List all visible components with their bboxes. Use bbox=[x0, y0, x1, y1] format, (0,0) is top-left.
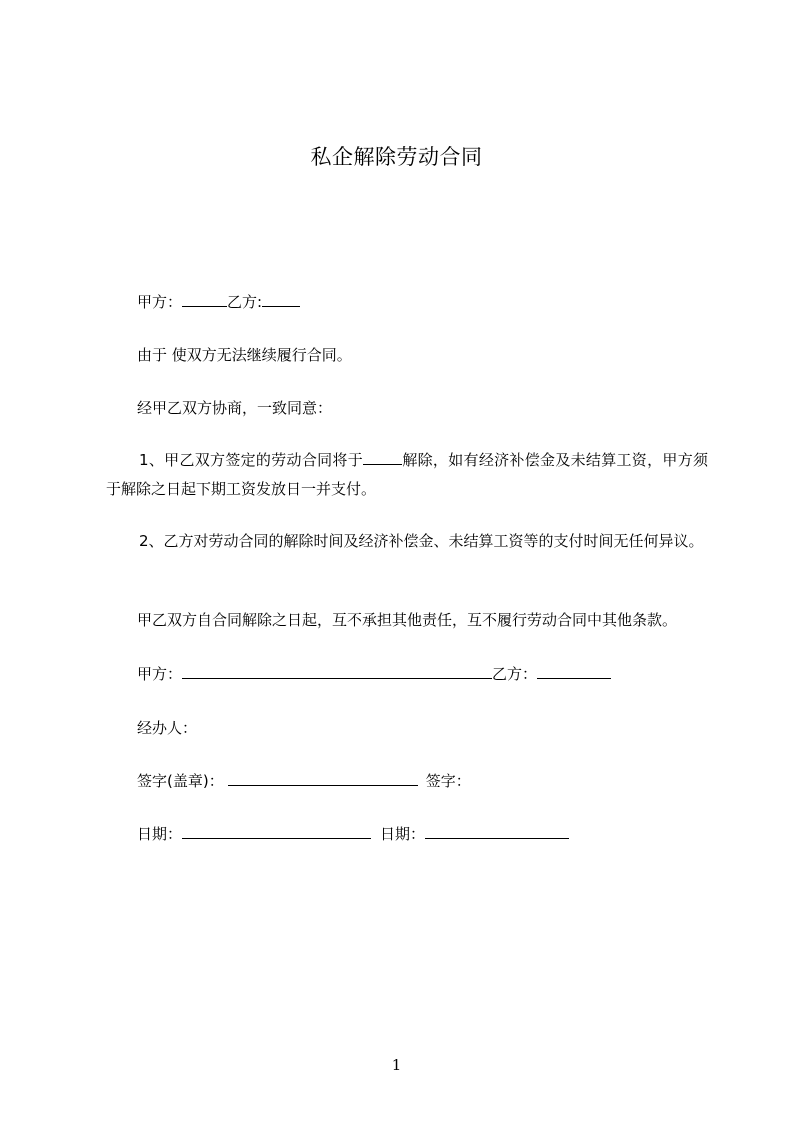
date-b-blank bbox=[425, 824, 569, 839]
clause-1-text-end: 解除，如有经济补偿金及未结算工资，甲方须于解除之日起下期工资发放日一并支付。 bbox=[106, 451, 708, 498]
signature-party-line bbox=[137, 664, 611, 684]
signature-party-a-blank bbox=[182, 664, 492, 679]
party-b-label: 乙方: bbox=[227, 293, 263, 311]
signature-label: 签字： bbox=[425, 772, 471, 790]
signature-line bbox=[137, 771, 471, 791]
document-title: 私企解除劳动合同 bbox=[310, 145, 483, 169]
party-a-label: 甲方： bbox=[137, 293, 183, 311]
date-a-blank bbox=[182, 824, 371, 839]
clause-2: 2、乙方对劳动合同的解除时间及经济补偿金、未结算工资等的支付时间无任何异议。 bbox=[139, 532, 704, 550]
closing-statement: 甲乙双方自合同解除之日起，互不承担其他责任，互不履行劳动合同中其他条款。 bbox=[137, 611, 678, 629]
signature-seal-blank bbox=[228, 775, 418, 786]
date-label-a: 日期： bbox=[137, 825, 183, 843]
signature-party-a-label: 甲方： bbox=[137, 665, 183, 683]
signature-party-b-blank bbox=[537, 664, 611, 679]
page-number: 1 bbox=[391, 1056, 402, 1074]
date-line bbox=[137, 824, 569, 844]
agreement-intro: 经甲乙双方协商，一致同意： bbox=[137, 399, 333, 417]
signature-party-b-label: 乙方： bbox=[492, 665, 538, 683]
party-line bbox=[137, 292, 300, 312]
reason-line: 由于 使双方无法继续履行合同。 bbox=[137, 346, 352, 364]
party-a-blank bbox=[182, 292, 227, 307]
signature-seal-label: 签字(盖章)： bbox=[137, 772, 224, 790]
clause-1-text-start: 1、甲乙双方签定的劳动合同将于 bbox=[139, 451, 364, 469]
handler-label: 经办人： bbox=[137, 719, 198, 737]
termination-date-blank bbox=[363, 450, 402, 465]
clause-1 bbox=[106, 446, 708, 504]
party-b-blank bbox=[262, 292, 300, 307]
date-label-b: 日期： bbox=[380, 825, 426, 843]
